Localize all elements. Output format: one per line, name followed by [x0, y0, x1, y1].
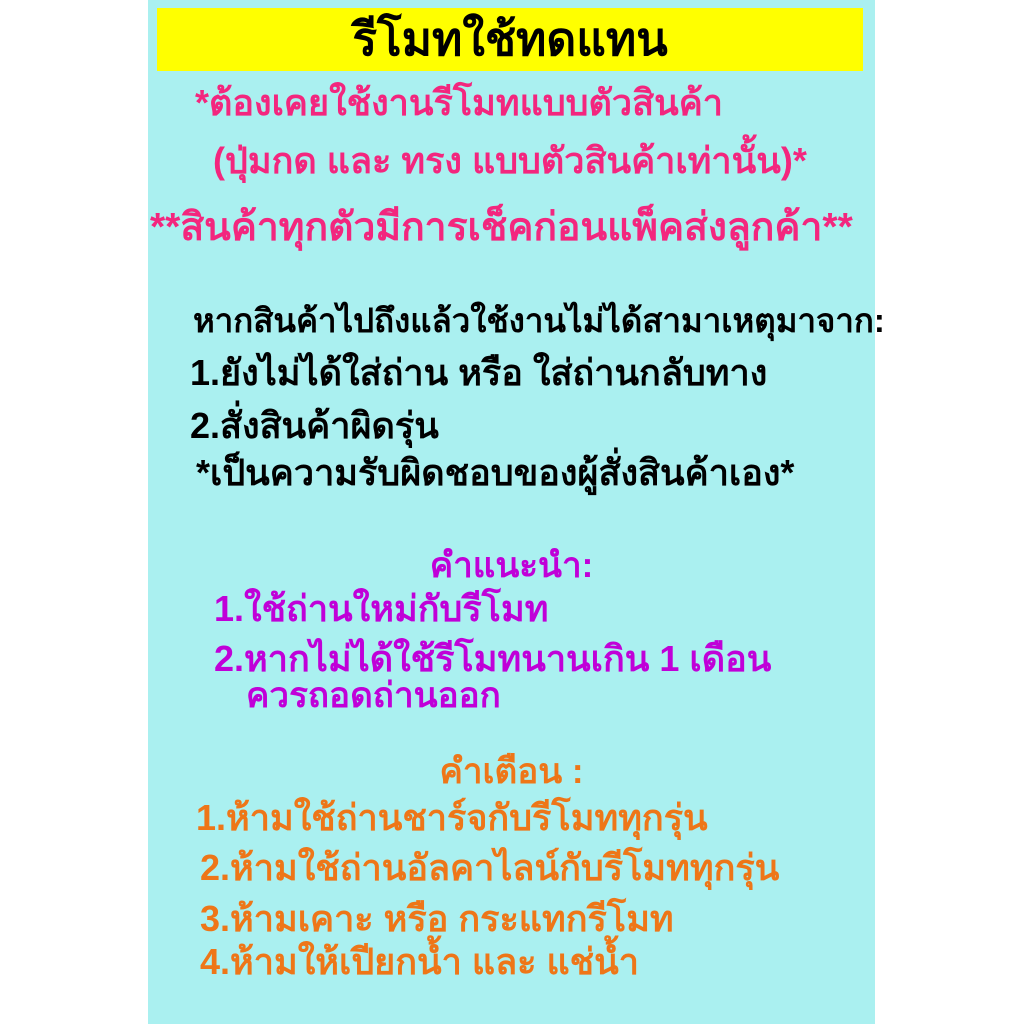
- warning-item-4: 4.ห้ามให้เปียกน้ำ และ แช่น้ำ: [200, 941, 639, 982]
- warning-item-3: 3.ห้ามเคาะ หรือ กระแทกรีโมท: [200, 898, 674, 939]
- usage-note-line-2: (ปุ่มกด และ ทรง แบบตัวสินค้าเท่านั้น)*: [213, 140, 807, 181]
- responsibility-note: *เป็นความรับผิดชอบของผู้สั่งสินค้าเอง*: [196, 452, 795, 493]
- usage-note-line-1: *ต้องเคยใช้งานรีโมทแบบตัวสินค้า: [195, 82, 723, 123]
- title-banner: รีโมทใช้ทดแทน: [157, 8, 863, 71]
- troubleshooting-item-2: 2.สั่งสินค้าผิดรุ่น: [190, 405, 439, 446]
- warning-item-2: 2.ห้ามใช้ถ่านอัลคาไลน์กับรีโมททุกรุ่น: [200, 847, 780, 888]
- recommendation-item-2: 2.หากไม่ได้ใช้รีโมทนานเกิน 1 เดือน: [214, 638, 772, 679]
- troubleshooting-item-1: 1.ยังไม่ได้ใส่ถ่าน หรือ ใส่ถ่านกลับทาง: [190, 352, 768, 393]
- troubleshooting-intro: หากสินค้าไปถึงแล้วใช้งานไม่ได้สามาเหตุมาจาก:: [193, 302, 885, 339]
- recommendations-title: คำแนะนำ:: [429, 546, 594, 585]
- recommendation-item-1: 1.ใช้ถ่านใหม่กับรีโมท: [214, 588, 549, 629]
- warnings-title: คำเตือน :: [439, 752, 584, 791]
- quality-check-note: **สินค้าทุกตัวมีการเช็คก่อนแพ็คส่งลูกค้า**: [150, 206, 853, 249]
- warning-item-1: 1.ห้ามใช้ถ่านชาร์จกับรีโมททุกรุ่น: [196, 797, 708, 838]
- recommendation-item-2-continuation: ควรถอดถ่านออก: [246, 676, 501, 715]
